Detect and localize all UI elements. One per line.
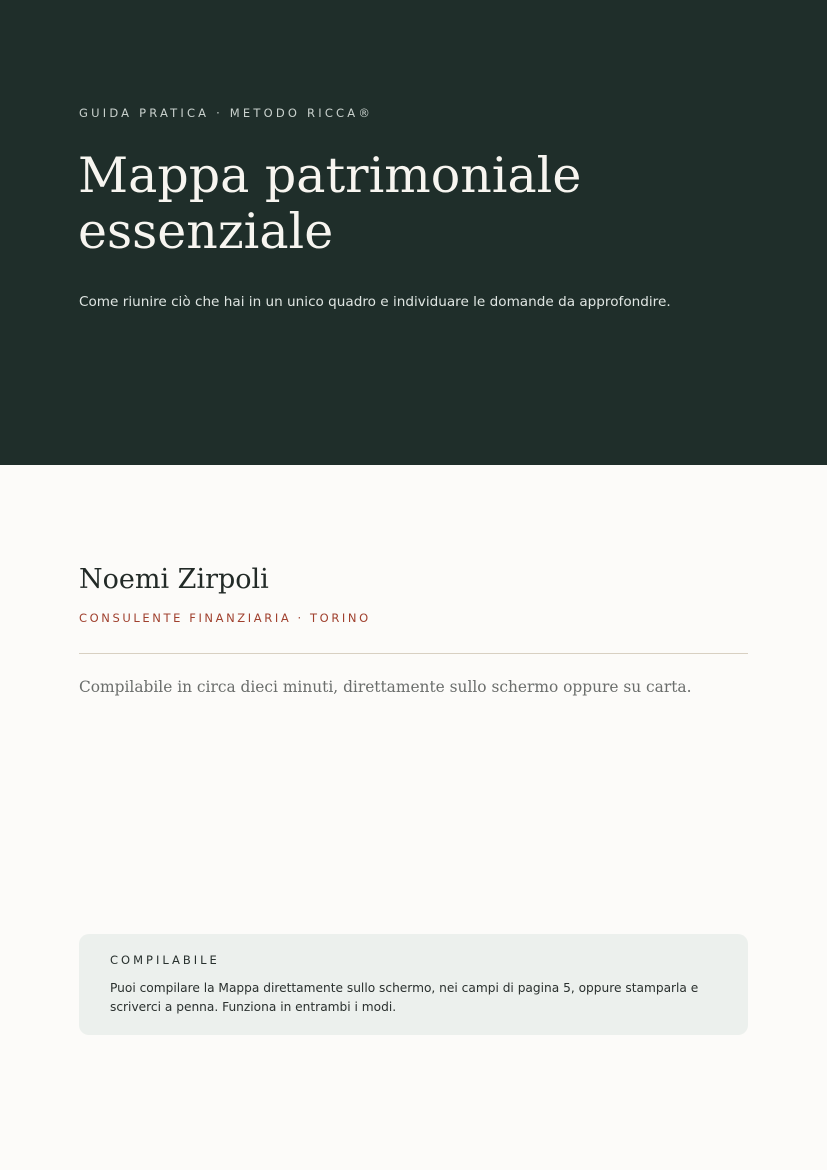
fillable-callout bbox=[79, 934, 748, 1035]
document-subtitle: Come riunire ciò che hai in un unico quadro e individuare le domande da approfondire. bbox=[79, 294, 671, 310]
guide-kicker: GUIDA PRATICA · METODO RICCA® bbox=[79, 106, 374, 120]
callout-label: COMPILABILE bbox=[110, 953, 220, 967]
author-name: Noemi Zirpoli bbox=[79, 564, 269, 595]
cover-header bbox=[0, 0, 827, 465]
document-title-line-2: essenziale bbox=[78, 203, 334, 260]
callout-text: Puoi compilare la Mappa direttamente sullo schermo, nei campi di pagina 5, oppure stamparla e scriverci a penna. Funziona in entrambi i modi. bbox=[110, 981, 699, 1014]
author-role: CONSULENTE FINANZIARIA · TORINO bbox=[79, 611, 371, 625]
document-title bbox=[78, 148, 758, 260]
completion-note: Compilabile in circa dieci minuti, direttamente sullo schermo oppure su carta. bbox=[79, 678, 692, 696]
document-title-line-1: Mappa patrimoniale bbox=[78, 147, 582, 204]
section-divider bbox=[79, 653, 748, 654]
